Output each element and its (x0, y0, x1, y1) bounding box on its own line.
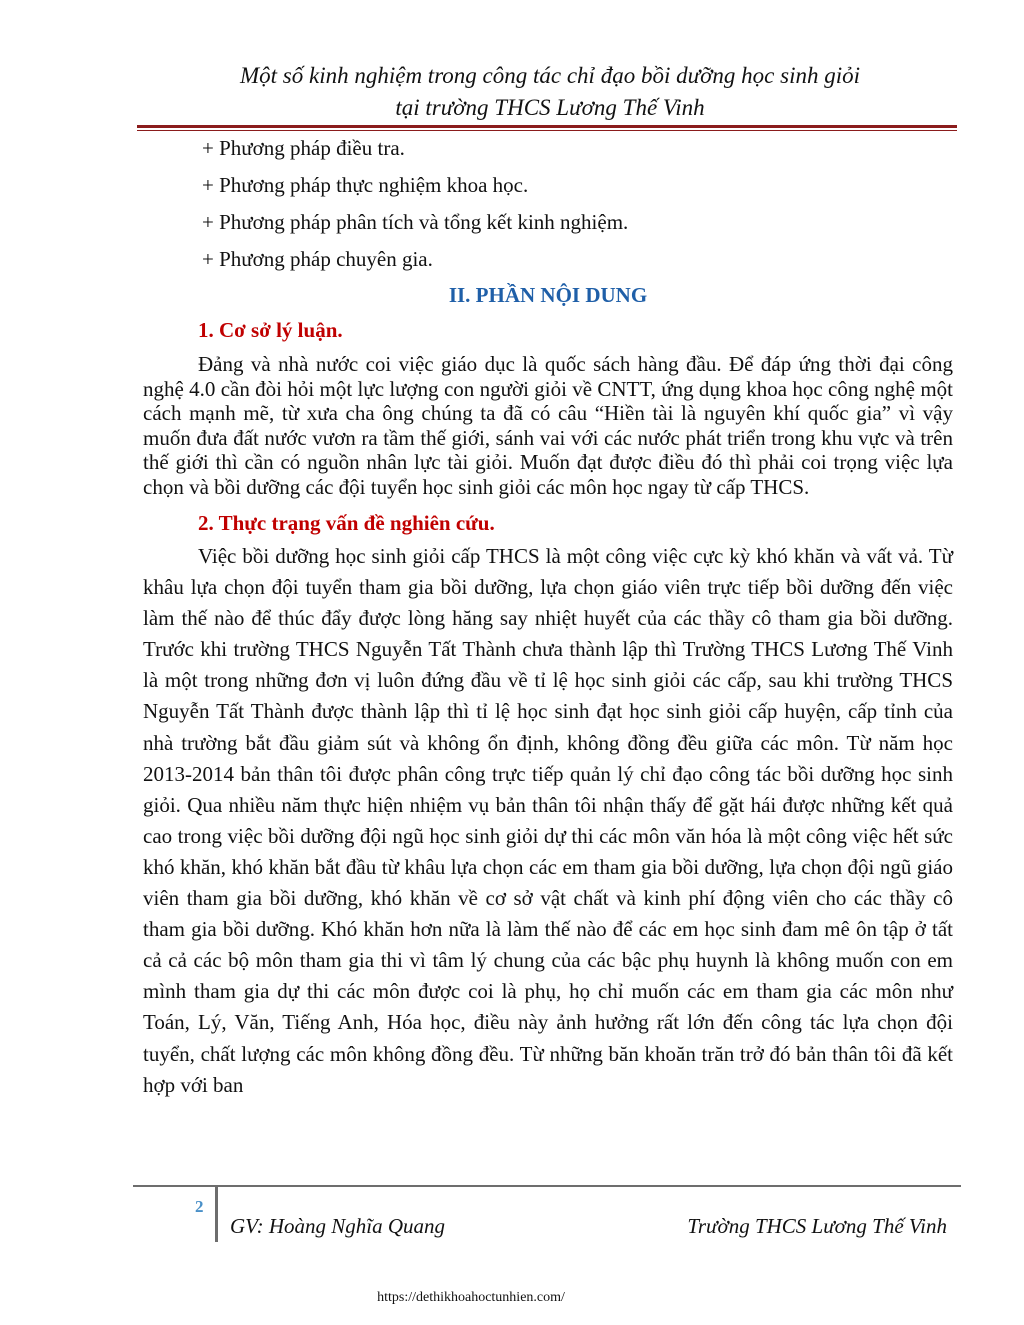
paragraph-theory: Đảng và nhà nước coi việc giáo dục là quốc sách hàng đầu. Để đáp ứng thời đại công nghệ 4.0 cần đòi hỏi một lực lượng con người giỏi về CNTT, ứng dụng khoa học công nghệ một cách mạnh mẽ, từ xưa cha ông chúng ta đã có câu “Hiền tài là nguyên khí quốc gia” vì vậy muốn đưa đất nước vươn ra tầm thế giới, sánh vai với các nước phát triển trong khu vực và trên thế giới thì cần có nguồn nhân lực tài giỏi. Muốn đạt được điều đó thì phải coi trọng việc lựa chọn và bồi dưỡng các đội tuyển học sinh giỏi các môn học ngay từ cấp THCS. (143, 352, 953, 499)
source-url: https://dethikhoahoctunhien.com/ (377, 1290, 565, 1305)
header-title-line1: Một số kinh nghiệm trong công tác chỉ đạo bồi dưỡng học sinh giỏi (240, 63, 860, 88)
section-title: II. PHẦN NỘI DUNG (448, 283, 648, 307)
method-item: + Phương pháp điều tra. (202, 136, 405, 160)
method-item: + Phương pháp phân tích và tổng kết kinh nghiệm. (202, 210, 629, 234)
header-divider (137, 125, 957, 128)
paragraph-situation: Việc bồi dưỡng học sinh giỏi cấp THCS là một công việc cực kỳ khó khăn và vất vả. Từ khâu lựa chọn đội tuyển tham gia bồi dưỡng, lựa chọn giáo viên trực tiếp bồi dưỡng đến việc làm thế nào để thúc đẩy được lòng hăng say nhiệt huyết của các thầy cô tham gia bồi dưỡng. Trước khi trường THCS Nguyễn Tất Thành chưa thành lập thì Trường THCS Lương Thế Vinh là một trong những đơn vị luôn đứng đầu về tỉ lệ học sinh giỏi các cấp, sau khi trường THCS Nguyễn Tất Thành được thành lập thì tỉ lệ học sinh đạt học sinh giỏi cấp huyện, cấp tỉnh của nhà trường bắt đầu giảm sút và không ổn định, không đồng đều giữa các môn. Từ năm học 2013-2014 bản thân tôi được phân công trực tiếp quản lý chỉ đạo công tác bồi dưỡng học sinh giỏi. Qua nhiều năm thực hiện nhiệm vụ bản thân tôi nhận thấy để gặt hái được những kết quả cao trong việc bồi dưỡng đội ngũ học sinh giỏi dự thi các môn văn hóa là một công việc hết sức khó khăn, khó khăn bắt đầu từ khâu lựa chọn các em tham gia bồi dưỡng, lựa chọn đội ngũ giáo viên tham gia bồi dưỡng, khó khăn về cơ sở vật chất và kinh phí động viên cho các thầy cô tham gia bồi dưỡng. Khó khăn hơn nữa là làm thế nào để các em học sinh đam mê ôn tập ở tất cả cả các bộ môn tham gia thi vì tâm lý chung của các bậc phụ huynh là không muốn con em mình tham gia dự thi các môn được coi là phụ, họ chỉ muốn các em tham gia các môn như Toán, Lý, Văn, Tiếng Anh, Hóa học, điều này ảnh hưởng rất lớn đến công tác lựa chọn đội tuyển, chất lượng các môn không đồng đều. Từ những băn khoăn trăn trở đó bản thân tôi đã kết hợp với ban (143, 544, 953, 1097)
header-title-line2: tại trường THCS Lương Thế Vinh (395, 95, 705, 120)
footer-divider (133, 1185, 961, 1187)
subsection-heading-1: 1. Cơ sở lý luận. (198, 318, 343, 342)
page-header (140, 60, 960, 124)
footer-author: GV: Hoàng Nghĩa Quang (230, 1214, 446, 1238)
method-item: + Phương pháp chuyên gia. (202, 247, 433, 271)
footer-school: Trường THCS Lương Thế Vinh (687, 1214, 947, 1238)
subsection-heading-2: 2. Thực trạng vấn đề nghiên cứu. (198, 511, 495, 535)
page-number: 2 (195, 1197, 204, 1216)
document-body (143, 130, 953, 1101)
method-item: + Phương pháp thực nghiệm khoa học. (202, 173, 529, 197)
footer-vertical-divider (215, 1187, 218, 1242)
